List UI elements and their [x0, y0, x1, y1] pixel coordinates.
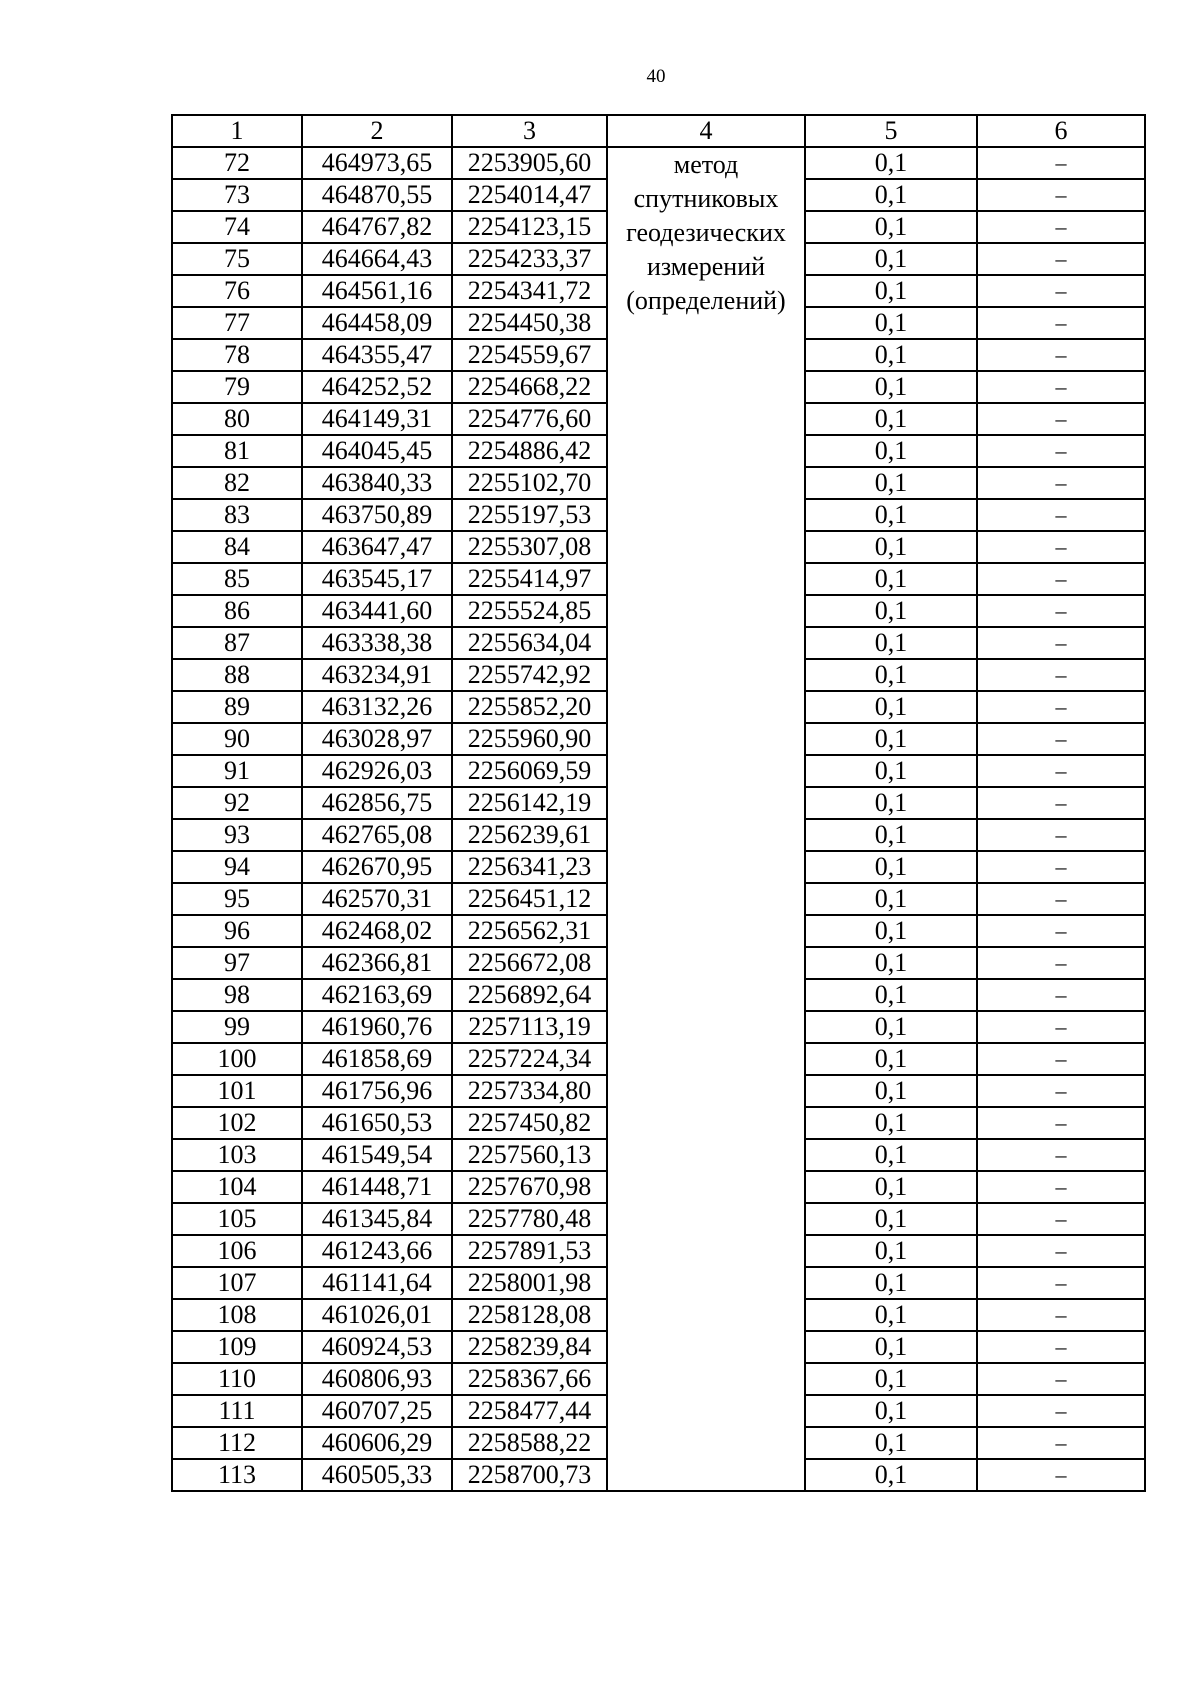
point-number-cell: 86	[172, 595, 302, 627]
x-coordinate-cell: 462856,75	[302, 787, 452, 819]
column-6-cell: –	[977, 275, 1145, 307]
column-6-cell: –	[977, 499, 1145, 531]
header-cell-4: 4	[607, 115, 805, 147]
y-coordinate-cell: 2257560,13	[452, 1139, 607, 1171]
accuracy-cell: 0,1	[805, 435, 977, 467]
table-body	[172, 115, 1145, 1491]
column-6-cell: –	[977, 1139, 1145, 1171]
column-6-cell: –	[977, 179, 1145, 211]
accuracy-cell: 0,1	[805, 371, 977, 403]
accuracy-cell: 0,1	[805, 307, 977, 339]
y-coordinate-cell: 2255960,90	[452, 723, 607, 755]
column-6-cell: –	[977, 531, 1145, 563]
y-coordinate-cell: 2255197,53	[452, 499, 607, 531]
x-coordinate-cell: 462366,81	[302, 947, 452, 979]
y-coordinate-cell: 2253905,60	[452, 147, 607, 179]
column-6-cell: –	[977, 1043, 1145, 1075]
x-coordinate-cell: 460924,53	[302, 1331, 452, 1363]
accuracy-cell: 0,1	[805, 179, 977, 211]
x-coordinate-cell: 464973,65	[302, 147, 452, 179]
y-coordinate-cell: 2254886,42	[452, 435, 607, 467]
accuracy-cell: 0,1	[805, 691, 977, 723]
y-coordinate-cell: 2258001,98	[452, 1267, 607, 1299]
x-coordinate-cell: 460606,29	[302, 1427, 452, 1459]
x-coordinate-cell: 464355,47	[302, 339, 452, 371]
accuracy-cell: 0,1	[805, 787, 977, 819]
point-number-cell: 94	[172, 851, 302, 883]
y-coordinate-cell: 2258128,08	[452, 1299, 607, 1331]
x-coordinate-cell: 460707,25	[302, 1395, 452, 1427]
accuracy-cell: 0,1	[805, 723, 977, 755]
accuracy-cell: 0,1	[805, 819, 977, 851]
accuracy-cell: 0,1	[805, 1267, 977, 1299]
x-coordinate-cell: 462670,95	[302, 851, 452, 883]
accuracy-cell: 0,1	[805, 1395, 977, 1427]
column-6-cell: –	[977, 307, 1145, 339]
column-6-cell: –	[977, 1267, 1145, 1299]
header-cell-5: 5	[805, 115, 977, 147]
point-number-cell: 96	[172, 915, 302, 947]
column-6-cell: –	[977, 1363, 1145, 1395]
y-coordinate-cell: 2254668,22	[452, 371, 607, 403]
y-coordinate-cell: 2257450,82	[452, 1107, 607, 1139]
column-6-cell: –	[977, 947, 1145, 979]
column-6-cell: –	[977, 467, 1145, 499]
y-coordinate-cell: 2257334,80	[452, 1075, 607, 1107]
point-number-cell: 76	[172, 275, 302, 307]
accuracy-cell: 0,1	[805, 1459, 977, 1491]
column-6-cell: –	[977, 1395, 1145, 1427]
column-6-cell: –	[977, 915, 1145, 947]
x-coordinate-cell: 463840,33	[302, 467, 452, 499]
column-6-cell: –	[977, 1107, 1145, 1139]
y-coordinate-cell: 2258700,73	[452, 1459, 607, 1491]
accuracy-cell: 0,1	[805, 979, 977, 1011]
x-coordinate-cell: 461243,66	[302, 1235, 452, 1267]
accuracy-cell: 0,1	[805, 275, 977, 307]
page-number: 40	[646, 66, 666, 87]
x-coordinate-cell: 464045,45	[302, 435, 452, 467]
accuracy-cell: 0,1	[805, 1043, 977, 1075]
x-coordinate-cell: 464561,16	[302, 275, 452, 307]
column-6-cell: –	[977, 1203, 1145, 1235]
y-coordinate-cell: 2255634,04	[452, 627, 607, 659]
point-number-cell: 81	[172, 435, 302, 467]
point-number-cell: 99	[172, 1011, 302, 1043]
point-number-cell: 104	[172, 1171, 302, 1203]
table-row	[172, 147, 1145, 179]
y-coordinate-cell: 2256239,61	[452, 819, 607, 851]
y-coordinate-cell: 2255524,85	[452, 595, 607, 627]
x-coordinate-cell: 463545,17	[302, 563, 452, 595]
header-cell-2: 2	[302, 115, 452, 147]
x-coordinate-cell: 461549,54	[302, 1139, 452, 1171]
point-number-cell: 100	[172, 1043, 302, 1075]
accuracy-cell: 0,1	[805, 1139, 977, 1171]
x-coordinate-cell: 463441,60	[302, 595, 452, 627]
column-6-cell: –	[977, 883, 1145, 915]
column-6-cell: –	[977, 755, 1145, 787]
column-6-cell: –	[977, 659, 1145, 691]
accuracy-cell: 0,1	[805, 1427, 977, 1459]
accuracy-cell: 0,1	[805, 659, 977, 691]
accuracy-cell: 0,1	[805, 595, 977, 627]
method-text-line: измерений	[646, 252, 766, 281]
point-number-cell: 111	[172, 1395, 302, 1427]
y-coordinate-cell: 2258367,66	[452, 1363, 607, 1395]
x-coordinate-cell: 462926,03	[302, 755, 452, 787]
accuracy-cell: 0,1	[805, 403, 977, 435]
accuracy-cell: 0,1	[805, 915, 977, 947]
column-6-cell: –	[977, 1011, 1145, 1043]
x-coordinate-cell: 464664,43	[302, 243, 452, 275]
y-coordinate-cell: 2257891,53	[452, 1235, 607, 1267]
table-header-row	[172, 115, 1145, 147]
header-cell-6: 6	[977, 115, 1145, 147]
point-number-cell: 106	[172, 1235, 302, 1267]
point-number-cell: 83	[172, 499, 302, 531]
point-number-cell: 101	[172, 1075, 302, 1107]
point-number-cell: 87	[172, 627, 302, 659]
x-coordinate-cell: 461345,84	[302, 1203, 452, 1235]
x-coordinate-cell: 461858,69	[302, 1043, 452, 1075]
y-coordinate-cell: 2255852,20	[452, 691, 607, 723]
column-6-cell: –	[977, 339, 1145, 371]
column-6-cell: –	[977, 1427, 1145, 1459]
accuracy-cell: 0,1	[805, 1363, 977, 1395]
column-6-cell: –	[977, 1235, 1145, 1267]
x-coordinate-cell: 461960,76	[302, 1011, 452, 1043]
point-number-cell: 88	[172, 659, 302, 691]
method-cell	[607, 147, 805, 1491]
accuracy-cell: 0,1	[805, 1107, 977, 1139]
method-text-line: метод	[673, 150, 739, 179]
y-coordinate-cell: 2255414,97	[452, 563, 607, 595]
point-number-cell: 77	[172, 307, 302, 339]
column-6-cell: –	[977, 563, 1145, 595]
accuracy-cell: 0,1	[805, 211, 977, 243]
x-coordinate-cell: 462765,08	[302, 819, 452, 851]
x-coordinate-cell: 463132,26	[302, 691, 452, 723]
point-number-cell: 75	[172, 243, 302, 275]
accuracy-cell: 0,1	[805, 1171, 977, 1203]
y-coordinate-cell: 2254776,60	[452, 403, 607, 435]
x-coordinate-cell: 463338,38	[302, 627, 452, 659]
y-coordinate-cell: 2256451,12	[452, 883, 607, 915]
y-coordinate-cell: 2257780,48	[452, 1203, 607, 1235]
y-coordinate-cell: 2257670,98	[452, 1171, 607, 1203]
accuracy-cell: 0,1	[805, 339, 977, 371]
y-coordinate-cell: 2256341,23	[452, 851, 607, 883]
point-number-cell: 105	[172, 1203, 302, 1235]
accuracy-cell: 0,1	[805, 467, 977, 499]
accuracy-cell: 0,1	[805, 243, 977, 275]
point-number-cell: 98	[172, 979, 302, 1011]
y-coordinate-cell: 2256562,31	[452, 915, 607, 947]
column-6-cell: –	[977, 1075, 1145, 1107]
x-coordinate-cell: 461756,96	[302, 1075, 452, 1107]
accuracy-cell: 0,1	[805, 1331, 977, 1363]
point-number-cell: 80	[172, 403, 302, 435]
x-coordinate-cell: 462570,31	[302, 883, 452, 915]
y-coordinate-cell: 2258477,44	[452, 1395, 607, 1427]
y-coordinate-cell: 2254341,72	[452, 275, 607, 307]
point-number-cell: 74	[172, 211, 302, 243]
accuracy-cell: 0,1	[805, 563, 977, 595]
point-number-cell: 97	[172, 947, 302, 979]
x-coordinate-cell: 462468,02	[302, 915, 452, 947]
x-coordinate-cell: 460806,93	[302, 1363, 452, 1395]
y-coordinate-cell: 2254450,38	[452, 307, 607, 339]
point-number-cell: 78	[172, 339, 302, 371]
y-coordinate-cell: 2257113,19	[452, 1011, 607, 1043]
point-number-cell: 102	[172, 1107, 302, 1139]
point-number-cell: 103	[172, 1139, 302, 1171]
y-coordinate-cell: 2256142,19	[452, 787, 607, 819]
y-coordinate-cell: 2255742,92	[452, 659, 607, 691]
point-number-cell: 72	[172, 147, 302, 179]
x-coordinate-cell: 463750,89	[302, 499, 452, 531]
column-6-cell: –	[977, 979, 1145, 1011]
point-number-cell: 91	[172, 755, 302, 787]
y-coordinate-cell: 2254123,15	[452, 211, 607, 243]
point-number-cell: 108	[172, 1299, 302, 1331]
point-number-cell: 110	[172, 1363, 302, 1395]
column-6-cell: –	[977, 1299, 1145, 1331]
accuracy-cell: 0,1	[805, 499, 977, 531]
y-coordinate-cell: 2254233,37	[452, 243, 607, 275]
method-text-line: геодезических	[626, 218, 786, 247]
y-coordinate-cell: 2256069,59	[452, 755, 607, 787]
column-6-cell: –	[977, 787, 1145, 819]
y-coordinate-cell: 2255307,08	[452, 531, 607, 563]
method-text-line: (определений)	[626, 286, 786, 315]
column-6-cell: –	[977, 403, 1145, 435]
x-coordinate-cell: 464870,55	[302, 179, 452, 211]
y-coordinate-cell: 2257224,34	[452, 1043, 607, 1075]
y-coordinate-cell: 2258588,22	[452, 1427, 607, 1459]
point-number-cell: 93	[172, 819, 302, 851]
y-coordinate-cell: 2256892,64	[452, 979, 607, 1011]
y-coordinate-cell: 2256672,08	[452, 947, 607, 979]
x-coordinate-cell: 463234,91	[302, 659, 452, 691]
column-6-cell: –	[977, 723, 1145, 755]
x-coordinate-cell: 463028,97	[302, 723, 452, 755]
column-6-cell: –	[977, 1171, 1145, 1203]
accuracy-cell: 0,1	[805, 883, 977, 915]
point-number-cell: 73	[172, 179, 302, 211]
point-number-cell: 90	[172, 723, 302, 755]
column-6-cell: –	[977, 435, 1145, 467]
x-coordinate-cell: 464458,09	[302, 307, 452, 339]
column-6-cell: –	[977, 595, 1145, 627]
accuracy-cell: 0,1	[805, 1299, 977, 1331]
coordinates-table	[171, 114, 1146, 1492]
accuracy-cell: 0,1	[805, 1075, 977, 1107]
x-coordinate-cell: 464149,31	[302, 403, 452, 435]
y-coordinate-cell: 2258239,84	[452, 1331, 607, 1363]
column-6-cell: –	[977, 1331, 1145, 1363]
accuracy-cell: 0,1	[805, 1011, 977, 1043]
accuracy-cell: 0,1	[805, 627, 977, 659]
column-6-cell: –	[977, 819, 1145, 851]
point-number-cell: 107	[172, 1267, 302, 1299]
x-coordinate-cell: 463647,47	[302, 531, 452, 563]
column-6-cell: –	[977, 851, 1145, 883]
column-6-cell: –	[977, 691, 1145, 723]
header-cell-1: 1	[172, 115, 302, 147]
accuracy-cell: 0,1	[805, 755, 977, 787]
point-number-cell: 92	[172, 787, 302, 819]
accuracy-cell: 0,1	[805, 531, 977, 563]
column-6-cell: –	[977, 627, 1145, 659]
point-number-cell: 82	[172, 467, 302, 499]
point-number-cell: 113	[172, 1459, 302, 1491]
y-coordinate-cell: 2254014,47	[452, 179, 607, 211]
column-6-cell: –	[977, 211, 1145, 243]
accuracy-cell: 0,1	[805, 851, 977, 883]
header-cell-3: 3	[452, 115, 607, 147]
point-number-cell: 112	[172, 1427, 302, 1459]
x-coordinate-cell: 461141,64	[302, 1267, 452, 1299]
column-6-cell: –	[977, 1459, 1145, 1491]
x-coordinate-cell: 461650,53	[302, 1107, 452, 1139]
point-number-cell: 95	[172, 883, 302, 915]
column-6-cell: –	[977, 147, 1145, 179]
point-number-cell: 89	[172, 691, 302, 723]
accuracy-cell: 0,1	[805, 1235, 977, 1267]
point-number-cell: 109	[172, 1331, 302, 1363]
x-coordinate-cell: 462163,69	[302, 979, 452, 1011]
x-coordinate-cell: 460505,33	[302, 1459, 452, 1491]
point-number-cell: 85	[172, 563, 302, 595]
x-coordinate-cell: 461026,01	[302, 1299, 452, 1331]
point-number-cell: 84	[172, 531, 302, 563]
point-number-cell: 79	[172, 371, 302, 403]
accuracy-cell: 0,1	[805, 947, 977, 979]
accuracy-cell: 0,1	[805, 147, 977, 179]
accuracy-cell: 0,1	[805, 1203, 977, 1235]
method-text-line: спутниковых	[633, 184, 779, 213]
x-coordinate-cell: 464767,82	[302, 211, 452, 243]
column-6-cell: –	[977, 243, 1145, 275]
column-6-cell: –	[977, 371, 1145, 403]
x-coordinate-cell: 461448,71	[302, 1171, 452, 1203]
x-coordinate-cell: 464252,52	[302, 371, 452, 403]
y-coordinate-cell: 2255102,70	[452, 467, 607, 499]
y-coordinate-cell: 2254559,67	[452, 339, 607, 371]
